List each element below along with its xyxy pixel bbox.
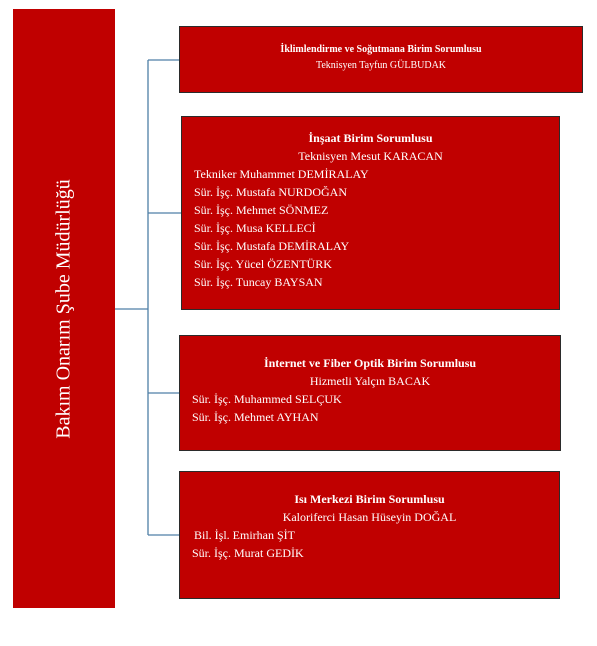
unit-head: Kaloriferci Hasan Hüseyin DOĞAL bbox=[282, 510, 457, 524]
unit-head: Teknisyen Tayfun GÜLBUDAK bbox=[315, 60, 447, 71]
unit-construction bbox=[181, 116, 560, 310]
unit-heating-center bbox=[179, 471, 560, 599]
unit-member: Sür. İşç. Yücel ÖZENTÜRK bbox=[194, 257, 332, 271]
unit-member: Bil. İşl. Emirhan ŞİT bbox=[194, 528, 295, 542]
unit-member: Sür. İşç. Mehmet SÖNMEZ bbox=[194, 203, 329, 217]
unit-hvac bbox=[179, 26, 583, 93]
unit-member: Sür. İşç. Mustafa NURDOĞAN bbox=[194, 185, 347, 199]
unit-title: İnternet ve Fiber Optik Birim Sorumlusu bbox=[263, 356, 477, 370]
unit-head: Teknisyen Mesut KARACAN bbox=[298, 149, 443, 163]
unit-title: İnşaat Birim Sorumlusu bbox=[308, 131, 433, 145]
unit-title: İklimlendirme ve Soğutmana Birim Sorumlusu bbox=[280, 44, 482, 55]
unit-member: Sür. İşç. Mustafa DEMİRALAY bbox=[194, 239, 350, 253]
unit-internet-fiber bbox=[179, 335, 561, 451]
unit-member: Sür. İşç. Musa KELLECİ bbox=[194, 221, 316, 235]
unit-member: Sür. İşç. Murat GEDİK bbox=[192, 546, 304, 560]
unit-head: Hizmetli Yalçın BACAK bbox=[309, 374, 431, 388]
root-department-box bbox=[13, 9, 115, 608]
unit-member: Sür. İşç. Mehmet AYHAN bbox=[192, 410, 319, 424]
unit-member: Sür. İşç. Muhammed SELÇUK bbox=[192, 392, 342, 406]
unit-member: Sür. İşç. Tuncay BAYSAN bbox=[194, 275, 323, 289]
unit-member: Tekniker Muhammet DEMİRALAY bbox=[194, 167, 369, 181]
unit-title: Isı Merkezi Birim Sorumlusu bbox=[294, 492, 445, 506]
root-department-title: Bakım Onarım Şube Müdürlüğü bbox=[52, 178, 75, 439]
